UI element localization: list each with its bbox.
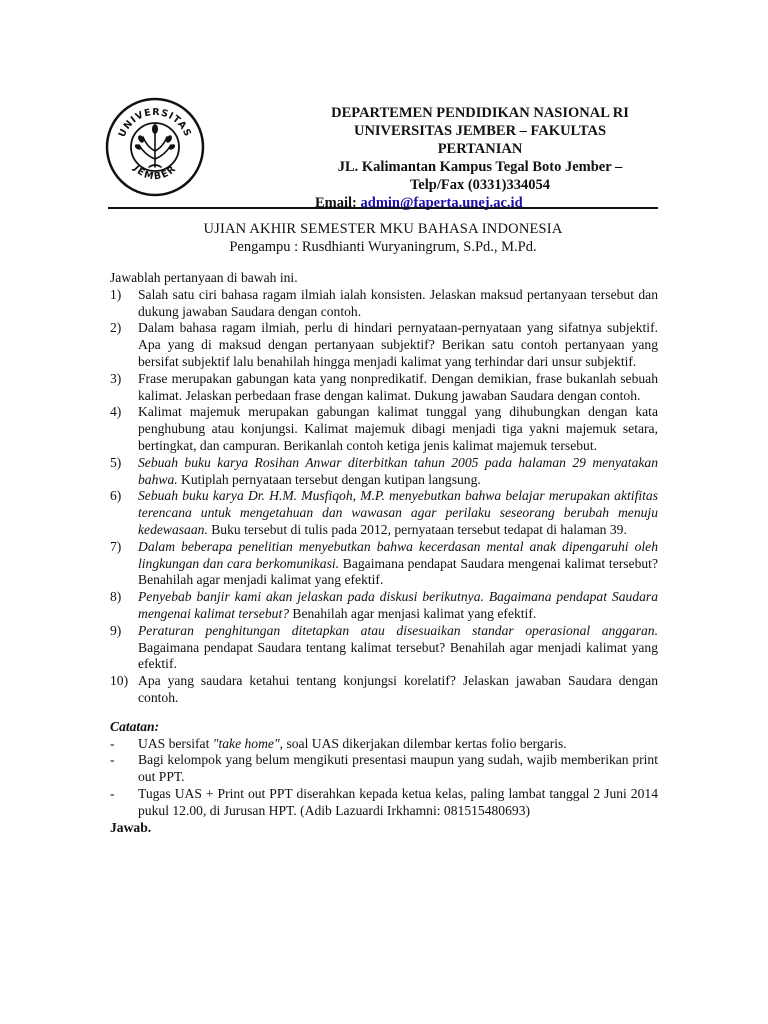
question-item xyxy=(110,539,658,589)
question-number: 1) xyxy=(110,286,122,302)
question-quote: Peraturan penghitungan ditetapkan atau disesuaikan standar operasional anggaran. xyxy=(138,622,658,638)
email-link[interactable]: admin@faperta.unej.ac.id xyxy=(360,195,523,211)
exam-title: UJIAN AKHIR SEMESTER MKU BAHASA INDONESIA xyxy=(203,221,563,237)
answer-label: Jawab. xyxy=(110,819,152,835)
note-text-pre: Bagi kelompok yang belum mengikuti presentasi maupun yang sudah, wajib memberikan print out PPT. xyxy=(138,752,658,785)
header-email-line xyxy=(300,194,660,212)
note-text-pre: UAS bersifat xyxy=(138,735,213,751)
question-text: Kutiplah pernyataan tersebut dengan kutipan langsung. xyxy=(177,471,481,487)
question-quote: Sebuah buku karya Rosihan Anwar diterbitkan tahun 2005 pada halaman 29 menyatakan bahwa. xyxy=(138,454,658,487)
question-item xyxy=(110,488,658,538)
header-address: JL. Kalimantan Kampus Tegal Boto Jember – xyxy=(337,159,623,175)
institution-header xyxy=(300,104,660,212)
question-text: Bagaimana pendapat Saudara mengenai kalimat tersebut? Benahilah agar menjadi kalimat yang efektif. xyxy=(138,555,658,588)
instructions: Jawablah pertanyaan di bawah ini. xyxy=(110,270,298,285)
question-text: Bagaimana pendapat Saudara tentang kalimat tersebut? Benahilah agar menjadi kalimat yang efektif. xyxy=(138,639,658,672)
question-number: 8) xyxy=(110,589,122,605)
question-number: 4) xyxy=(110,404,122,420)
question-item xyxy=(110,623,658,673)
question-text: Frase merupakan gabungan kata yang nonpredikatif. Dengan demikian, frase bukanlah sebuah kalimat. Jelaskan perbedaan frase dengan kalimat. Dukung jawaban Saudara dengan contoh. xyxy=(138,370,658,403)
university-seal-logo xyxy=(105,97,205,197)
notes-title: Catatan: xyxy=(110,718,160,734)
notes-list xyxy=(110,736,658,820)
question-item xyxy=(110,455,658,489)
header-phone: Telp/Fax (0331)334054 xyxy=(409,177,551,193)
header-line-3: PERTANIAN xyxy=(437,141,523,157)
question-text: Kalimat majemuk merupakan gabungan kalimat tunggal yang dihubungkan dengan kata penghubung atau konjungsi. Kalimat majemuk dibagi menjadi tiga yakni majemuk setara, bertingkat, dan campuran. Berikanlah contoh ketiga jenis kalimat majemuk tersebut. xyxy=(138,404,658,453)
question-text: Apa yang saudara ketahui tentang konjungsi korelatif? Jelaskan jawaban Saudara dengan contoh. xyxy=(138,673,658,705)
question-text: Dalam bahasa ragam ilmiah, perlu di hindari pernyataan-pernyataan yang sifatnya subjektif. Apa yang di maksud dengan pertanyaan subjektif? Berikan satu contoh pertanyaan yang bersifat subjektif lalu benahilah hingga menjadi kalimat yang terhindar dari unsur subjektif. xyxy=(138,320,658,369)
question-item xyxy=(110,320,658,370)
question-quote: Dalam beberapa penelitian menyebutkan bahwa kecerdasan mental anak dipengaruhi oleh lingkungan dan cara berkomunikasi. xyxy=(138,538,658,571)
question-quote: Sebuah buku karya Dr. H.M. Musfiqoh, M.P. menyebutkan bahwa belajar merupakan aktifitas terencana untuk mengetahuan dan wawasan agar perilaku seseorang berubah menuju kedewasaan. xyxy=(138,488,658,537)
exam-title-block xyxy=(108,220,658,256)
question-number: 5) xyxy=(110,454,122,470)
note-item xyxy=(110,786,658,820)
question-item xyxy=(110,404,658,454)
question-number: 7) xyxy=(110,538,122,554)
lecturer-name: Pengampu : Rusdhianti Wuryaningrum, S.Pd., M.Pd. xyxy=(229,239,537,255)
question-item xyxy=(110,287,658,321)
note-bullet: - xyxy=(110,752,115,768)
question-text: Buku tersebut di tulis pada 2012, pernyataan tersebut tedapat di halaman 39. xyxy=(207,521,627,537)
question-number: 2) xyxy=(110,320,122,336)
svg-text:UNIVERSITAS: UNIVERSITAS xyxy=(116,106,194,139)
note-item xyxy=(110,736,658,753)
note-text-post: , soal UAS dikerjakan dilembar kertas folio bergaris. xyxy=(279,735,567,751)
header-line-2: UNIVERSITAS JEMBER – FAKULTAS xyxy=(353,123,607,139)
question-text: Benahilah agar menjasi kalimat yang efektif. xyxy=(289,605,537,621)
note-text-italic: "take home" xyxy=(212,735,280,751)
question-item xyxy=(110,371,658,405)
question-list xyxy=(110,287,658,707)
question-quote: Penyebab banjir kami akan jelaskan pada diskusi berikutnya. Bagaimana pendapat Saudara mengenai kalimat tersebut? xyxy=(138,589,658,621)
note-bullet: - xyxy=(110,785,115,801)
question-item xyxy=(110,673,658,707)
header-line-1: DEPARTEMEN PENDIDIKAN NASIONAL RI xyxy=(331,105,629,121)
question-text: Salah satu ciri bahasa ragam ilmiah ialah konsisten. Jelaskan maksud pertanyaan tersebut dan dukung jawaban Saudara dengan contoh. xyxy=(138,286,658,319)
question-number: 10) xyxy=(110,673,129,689)
note-bullet: - xyxy=(110,735,115,751)
question-number: 3) xyxy=(110,370,122,386)
header-divider xyxy=(108,207,658,209)
exam-body xyxy=(110,270,658,836)
email-label: Email: xyxy=(315,195,357,211)
question-item xyxy=(110,589,658,623)
question-number: 6) xyxy=(110,488,122,504)
svg-text:JEMBER: JEMBER xyxy=(131,162,179,183)
note-item xyxy=(110,752,658,786)
question-number: 9) xyxy=(110,622,122,638)
note-text-pre: Tugas UAS + Print out PPT diserahkan kepada ketua kelas, paling lambat tanggal 2 Juni 2014 pukul 12.00, di Jurusan HPT. (Adib Lazuardi Irkhamni: 081515480693) xyxy=(138,785,658,818)
